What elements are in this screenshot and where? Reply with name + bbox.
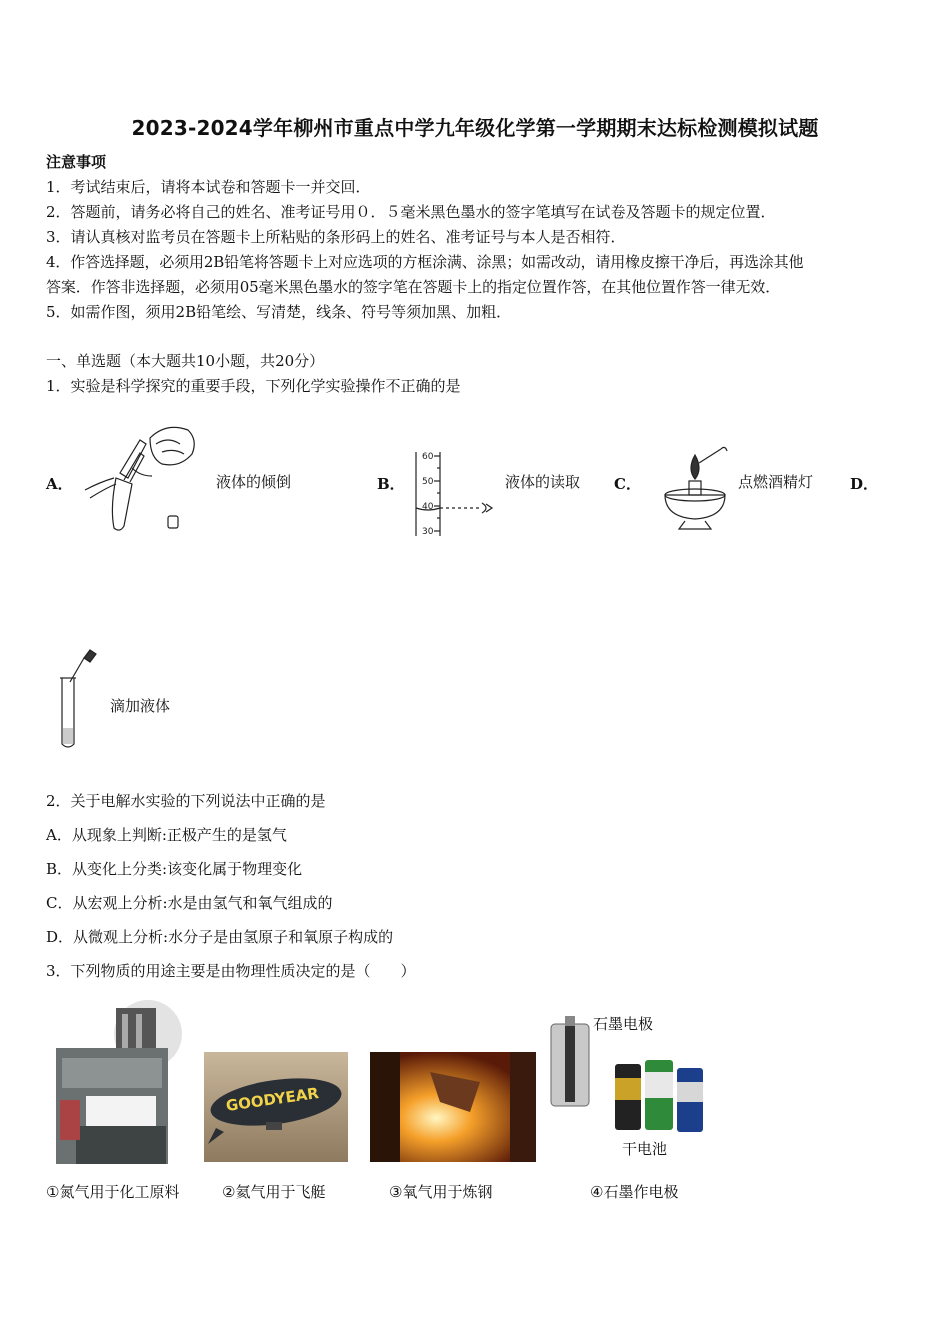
notice-heading: 注意事项: [46, 153, 107, 171]
q1-option-b-caption: 液体的读取: [505, 473, 581, 491]
chemical-plant-photo: [56, 1000, 188, 1164]
q2-option-a: A．从现象上判断:正极产生的是氢气: [46, 826, 287, 844]
q1-option-d-letter: D．: [850, 475, 879, 493]
q1-option-c-caption: 点燃酒精灯: [738, 473, 814, 491]
alcohol-lamp-figure: [655, 445, 735, 530]
section-heading: 一、单选题（本大题共10小题，共20分）: [46, 352, 325, 370]
q1-option-a-letter: A．: [46, 475, 73, 493]
q1-stem: 1．实验是科学探究的重要手段，下列化学实验操作不正确的是: [46, 377, 461, 395]
q2-option-c: C．从宏观上分析:水是由氢气和氧气组成的: [46, 894, 333, 912]
q1-option-d-caption: 滴加液体: [110, 697, 171, 715]
cylinder-tick-60: 60: [422, 452, 434, 462]
cylinder-tick-30: 30: [422, 527, 434, 537]
notice-item-1: 1．考试结束后，请将本试卷和答题卡一并交回．: [46, 178, 371, 196]
q2-option-b: B．从变化上分类:该变化属于物理变化: [46, 860, 303, 878]
q1-option-a-caption: 液体的倾倒: [216, 473, 292, 491]
q2-stem: 2．关于电解水实验的下列说法中正确的是: [46, 792, 326, 810]
q3-caption-1: ①氮气用于化工原料: [46, 1183, 180, 1201]
notice-item-3: 3．请认真核对监考员在答题卡上所粘贴的条形码上的姓名、准考证号与本人是否相符．: [46, 228, 626, 246]
cylinder-tick-40: 40: [422, 502, 434, 512]
graphite-electrode-label: 石墨电极: [593, 1015, 654, 1033]
pouring-liquid-figure: [80, 418, 205, 536]
notice-item-4-cont: 答案．作答非选择题，必须用05毫米黑色墨水的签字笔在答题卡上的指定位置作答，在其他位置作答一律无效．: [46, 278, 781, 296]
dry-cell-label: 干电池: [622, 1140, 668, 1158]
notice-item-5: 5．如需作图，须用2B铅笔绘、写清楚，线条、符号等须加黑、加粗．: [46, 303, 512, 321]
q2-option-d: D．从微观上分析:水分子是由氢原子和氧原子构成的: [46, 928, 394, 946]
q3-caption-3: ③氧气用于炼钢: [389, 1183, 493, 1201]
q1-option-c-letter: C．: [614, 475, 641, 493]
measuring-cylinder-figure: [410, 450, 500, 540]
dropper-test-tube-figure: [58, 648, 103, 752]
notice-item-2: 2．答题前，请务必将自己的姓名、准考证号用０．５毫米黑色墨水的签字笔填写在试卷及答题卡的规定位置．: [46, 203, 776, 221]
q3-stem: 3．下列物质的用途主要是由物理性质决定的是（ ）: [46, 962, 416, 980]
blimp-text: GOODYEAR: [224, 1084, 320, 1115]
page-title: 2023-2024学年柳州市重点中学九年级化学第一学期期末达标检测模拟试题: [131, 116, 819, 140]
notice-item-4: 4．作答选择题，必须用2B铅笔将答题卡上对应选项的方框涂满、涂黑；如需改动，请用橡皮擦干净后，再选涂其他: [46, 253, 804, 271]
q3-caption-2: ②氦气用于飞艇: [222, 1183, 326, 1201]
steelmaking-photo: [370, 1052, 536, 1162]
q3-caption-4: ④石墨作电极: [590, 1183, 679, 1201]
q1-option-b-letter: B．: [377, 475, 405, 493]
blimp-photo: [204, 1052, 348, 1162]
cylinder-tick-50: 50: [422, 477, 434, 487]
